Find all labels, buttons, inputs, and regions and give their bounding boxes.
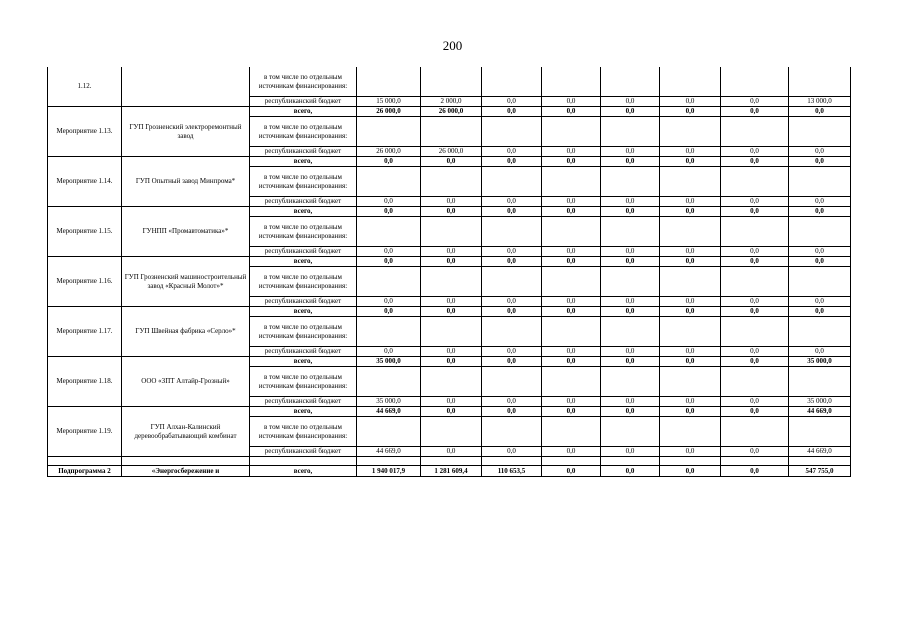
- total-label: всего,: [250, 257, 357, 267]
- source-label: в том числе по отдельным источникам финансирования:: [250, 417, 357, 447]
- value-cell: 0,0: [789, 257, 851, 267]
- value-cell: 0,0: [542, 97, 601, 107]
- value-cell: 0,0: [721, 297, 789, 307]
- empty-cell: [660, 267, 721, 297]
- empty-cell: [721, 367, 789, 397]
- table-row: [48, 407, 851, 417]
- value-cell: 0,0: [421, 207, 482, 217]
- budget-table: [47, 67, 851, 477]
- table-row: [48, 207, 851, 217]
- value-cell: 0,0: [421, 407, 482, 417]
- value-cell: 0,0: [660, 466, 721, 477]
- value-cell: 0,0: [482, 357, 542, 367]
- value-cell: 0,0: [660, 107, 721, 117]
- republic-label: республиканский бюджет: [250, 197, 357, 207]
- value-cell: 0,0: [601, 397, 660, 407]
- value-cell: 0,0: [721, 157, 789, 167]
- value-cell: 0,0: [660, 247, 721, 257]
- value-cell: 0,0: [482, 247, 542, 257]
- value-cell: 110 653,5: [482, 466, 542, 477]
- value-cell: 0,0: [721, 466, 789, 477]
- empty-cell: [601, 117, 660, 147]
- value-cell: 0,0: [542, 297, 601, 307]
- republic-label: республиканский бюджет: [250, 147, 357, 157]
- republic-label: республиканский бюджет: [250, 397, 357, 407]
- value-cell: 0,0: [789, 247, 851, 257]
- empty-cell: [482, 317, 542, 347]
- value-cell: 0,0: [721, 347, 789, 357]
- value-cell: 0,0: [721, 207, 789, 217]
- value-cell: 0,0: [789, 107, 851, 117]
- value-cell: 0,0: [721, 257, 789, 267]
- table-body: [48, 67, 851, 477]
- empty-cell: [421, 417, 482, 447]
- value-cell: 0,0: [482, 257, 542, 267]
- value-cell: 0,0: [601, 307, 660, 317]
- value-cell: 0,0: [482, 397, 542, 407]
- value-cell: 0,0: [601, 207, 660, 217]
- value-cell: 0,0: [542, 347, 601, 357]
- value-cell: 0,0: [601, 197, 660, 207]
- republic-label: республиканский бюджет: [250, 97, 357, 107]
- value-cell: 0,0: [660, 407, 721, 417]
- empty-cell: [789, 167, 851, 197]
- empty-cell: [789, 217, 851, 247]
- republic-label: республиканский бюджет: [250, 347, 357, 357]
- empty-cell: [601, 417, 660, 447]
- value-cell: 0,0: [542, 197, 601, 207]
- value-cell: 0,0: [542, 257, 601, 267]
- value-cell: 0,0: [721, 197, 789, 207]
- value-cell: 0,0: [721, 307, 789, 317]
- empty-cell: [357, 367, 421, 397]
- source-label: в том числе по отдельным источникам финансирования:: [250, 267, 357, 297]
- value-cell: 0,0: [357, 257, 421, 267]
- value-cell: 0,0: [421, 257, 482, 267]
- value-cell: 0,0: [482, 297, 542, 307]
- value-cell: 0,0: [421, 297, 482, 307]
- empty-cell: [601, 317, 660, 347]
- value-cell: 0,0: [421, 347, 482, 357]
- value-cell: 0,0: [721, 147, 789, 157]
- empty-cell: [721, 267, 789, 297]
- empty-cell: [789, 117, 851, 147]
- value-cell: 0,0: [721, 397, 789, 407]
- empty-cell: [482, 217, 542, 247]
- source-label: в том числе по отдельным источникам финансирования:: [250, 67, 357, 97]
- value-cell: 44 669,0: [357, 447, 421, 457]
- empty-cell: [482, 457, 542, 466]
- empty-cell: [601, 167, 660, 197]
- value-cell: 0,0: [660, 207, 721, 217]
- value-cell: 0,0: [601, 347, 660, 357]
- empty-cell: [660, 317, 721, 347]
- value-cell: 15 000,0: [357, 97, 421, 107]
- value-cell: 0,0: [601, 247, 660, 257]
- source-label: в том числе по отдельным источникам финансирования:: [250, 117, 357, 147]
- source-label: в том числе по отдельным источникам финансирования:: [250, 167, 357, 197]
- value-cell: 0,0: [542, 157, 601, 167]
- value-cell: 26 000,0: [421, 107, 482, 117]
- total-label: всего,: [250, 207, 357, 217]
- value-cell: 0,0: [482, 407, 542, 417]
- page-number: 200: [442, 38, 463, 53]
- empty-cell: [721, 457, 789, 466]
- value-cell: 0,0: [542, 247, 601, 257]
- empty-cell: [482, 417, 542, 447]
- value-cell: 0,0: [542, 307, 601, 317]
- value-cell: 0,0: [660, 147, 721, 157]
- value-cell: 0,0: [601, 447, 660, 457]
- table-row: [48, 307, 851, 317]
- empty-cell: [789, 417, 851, 447]
- value-cell: 0,0: [482, 157, 542, 167]
- value-cell: 1 940 017,9: [357, 466, 421, 477]
- empty-cell: [789, 457, 851, 466]
- executor-cell: ООО «ЗПТ Алтайр-Грозный»: [122, 357, 250, 407]
- executor-cell: ГУП Швейная фабрика «Серло»*: [122, 307, 250, 357]
- value-cell: 0,0: [789, 307, 851, 317]
- empty-cell: [357, 167, 421, 197]
- empty-cell: [482, 367, 542, 397]
- value-cell: 0,0: [601, 407, 660, 417]
- empty-cell: [250, 457, 357, 466]
- value-cell: 0,0: [601, 157, 660, 167]
- value-cell: 0,0: [482, 347, 542, 357]
- empty-cell: [357, 217, 421, 247]
- value-cell: 0,0: [721, 107, 789, 117]
- empty-cell: [421, 167, 482, 197]
- total-label: всего,: [250, 307, 357, 317]
- value-cell: 0,0: [482, 107, 542, 117]
- empty-cell: [48, 457, 122, 466]
- value-cell: 0,0: [660, 97, 721, 107]
- empty-cell: [122, 457, 250, 466]
- empty-cell: [542, 317, 601, 347]
- value-cell: 44 669,0: [789, 407, 851, 417]
- value-cell: 0,0: [601, 107, 660, 117]
- empty-cell: [421, 317, 482, 347]
- source-label: в том числе по отдельным источникам финансирования:: [250, 367, 357, 397]
- value-cell: 0,0: [542, 357, 601, 367]
- empty-cell: [601, 367, 660, 397]
- empty-cell: [482, 117, 542, 147]
- value-cell: 0,0: [601, 147, 660, 157]
- value-cell: 0,0: [482, 307, 542, 317]
- value-cell: 0,0: [660, 307, 721, 317]
- table-row: [48, 107, 851, 117]
- empty-cell: [660, 167, 721, 197]
- value-cell: 0,0: [660, 347, 721, 357]
- measure-title: Мероприятие 1.18.: [48, 357, 122, 407]
- value-cell: 0,0: [789, 297, 851, 307]
- table-row: [48, 257, 851, 267]
- value-cell: 0,0: [542, 107, 601, 117]
- empty-cell: [721, 417, 789, 447]
- value-cell: 0,0: [482, 97, 542, 107]
- value-cell: 0,0: [660, 357, 721, 367]
- empty-cell: [660, 457, 721, 466]
- empty-cell: [660, 417, 721, 447]
- value-cell: 0,0: [660, 297, 721, 307]
- value-cell: 0,0: [482, 207, 542, 217]
- value-cell: 0,0: [721, 97, 789, 107]
- value-cell: 0,0: [601, 466, 660, 477]
- value-cell: 44 669,0: [357, 407, 421, 417]
- empty-cell: [357, 417, 421, 447]
- value-cell: 0,0: [789, 347, 851, 357]
- empty-cell: [357, 317, 421, 347]
- value-cell: 0,0: [357, 197, 421, 207]
- value-cell: 0,0: [357, 157, 421, 167]
- empty-cell: [421, 267, 482, 297]
- value-cell: 0,0: [357, 307, 421, 317]
- value-cell: 0,0: [721, 447, 789, 457]
- empty-cell: [542, 117, 601, 147]
- value-cell: 0,0: [542, 407, 601, 417]
- value-cell: 26 000,0: [357, 147, 421, 157]
- value-cell: 0,0: [421, 397, 482, 407]
- empty-cell: [789, 267, 851, 297]
- value-cell: 0,0: [542, 397, 601, 407]
- empty-cell: [542, 267, 601, 297]
- measure-title: Мероприятие 1.16.: [48, 257, 122, 307]
- empty-cell: [542, 417, 601, 447]
- source-label: в том числе по отдельным источникам финансирования:: [250, 317, 357, 347]
- value-cell: 0,0: [789, 207, 851, 217]
- empty-cell: [357, 267, 421, 297]
- value-cell: 13 000,0: [789, 97, 851, 107]
- empty-cell: [421, 367, 482, 397]
- republic-label: республиканский бюджет: [250, 247, 357, 257]
- empty-cell: [542, 367, 601, 397]
- executor-cell: ГУП Грозненский машиностроительный завод «Красный Молот»*: [122, 257, 250, 307]
- value-cell: 35 000,0: [357, 357, 421, 367]
- value-cell: 44 669,0: [789, 447, 851, 457]
- value-cell: 2 000,0: [421, 97, 482, 107]
- empty-cell: [482, 267, 542, 297]
- value-cell: 547 755,0: [789, 466, 851, 477]
- empty-cell: [601, 267, 660, 297]
- value-cell: 0,0: [601, 257, 660, 267]
- value-cell: 0,0: [482, 147, 542, 157]
- measure-title: Мероприятие 1.15.: [48, 207, 122, 257]
- value-cell: 0,0: [542, 447, 601, 457]
- empty-cell: [721, 217, 789, 247]
- value-cell: 0,0: [601, 357, 660, 367]
- measure-title: Мероприятие 1.19.: [48, 407, 122, 457]
- value-cell: 0,0: [542, 207, 601, 217]
- empty-cell: [357, 117, 421, 147]
- executor-cell: ГУНПП «Промавтоматика»*: [122, 207, 250, 257]
- value-cell: 0,0: [357, 297, 421, 307]
- value-cell: 0,0: [357, 347, 421, 357]
- table-row: [48, 457, 851, 466]
- empty-cell: [789, 317, 851, 347]
- republic-label: республиканский бюджет: [250, 447, 357, 457]
- measure-title: Мероприятие 1.17.: [48, 307, 122, 357]
- value-cell: 0,0: [721, 247, 789, 257]
- value-cell: 0,0: [357, 207, 421, 217]
- value-cell: 0,0: [660, 447, 721, 457]
- value-cell: 0,0: [601, 297, 660, 307]
- empty-cell: [421, 117, 482, 147]
- source-label: в том числе по отдельным источникам финансирования:: [250, 217, 357, 247]
- value-cell: 26 000,0: [421, 147, 482, 157]
- value-cell: 0,0: [789, 157, 851, 167]
- value-cell: 26 000,0: [357, 107, 421, 117]
- executor-cell: ГУП Опытный завод Минпрома*: [122, 157, 250, 207]
- measure-title: Мероприятие 1.14.: [48, 157, 122, 207]
- value-cell: 0,0: [421, 447, 482, 457]
- measure-title: 1.12.: [48, 67, 122, 107]
- value-cell: 0,0: [482, 447, 542, 457]
- empty-cell: [482, 167, 542, 197]
- empty-cell: [601, 457, 660, 466]
- total-label: всего,: [250, 407, 357, 417]
- value-cell: 0,0: [421, 157, 482, 167]
- empty-cell: [542, 457, 601, 466]
- value-cell: 0,0: [421, 307, 482, 317]
- empty-cell: [357, 457, 421, 466]
- empty-cell: [721, 317, 789, 347]
- value-cell: 0,0: [789, 147, 851, 157]
- value-cell: 0,0: [482, 197, 542, 207]
- value-cell: 0,0: [660, 197, 721, 207]
- subprogram-title: Подпрограмма 2: [48, 466, 122, 477]
- value-cell: 0,0: [789, 197, 851, 207]
- value-cell: 0,0: [421, 247, 482, 257]
- empty-cell: [721, 117, 789, 147]
- total-label: всего,: [250, 466, 357, 477]
- table-row: [48, 67, 851, 97]
- empty-cell: [789, 367, 851, 397]
- value-cell: 35 000,0: [789, 357, 851, 367]
- value-cell: 0,0: [542, 466, 601, 477]
- empty-cell: [542, 217, 601, 247]
- empty-cell: [542, 167, 601, 197]
- value-cell: 0,0: [721, 407, 789, 417]
- total-label: всего,: [250, 107, 357, 117]
- republic-label: республиканский бюджет: [250, 297, 357, 307]
- empty-cell: [601, 217, 660, 247]
- empty-cell: [660, 367, 721, 397]
- value-cell: 0,0: [357, 247, 421, 257]
- value-cell: 35 000,0: [789, 397, 851, 407]
- value-cell: 0,0: [660, 157, 721, 167]
- value-cell: 0,0: [660, 397, 721, 407]
- value-cell: 0,0: [721, 357, 789, 367]
- empty-cell: [660, 117, 721, 147]
- value-cell: 35 000,0: [357, 397, 421, 407]
- measure-title: Мероприятие 1.13.: [48, 107, 122, 157]
- value-cell: 0,0: [421, 197, 482, 207]
- value-cell: 0,0: [601, 97, 660, 107]
- executor-cell: ГУП Алхан-Калинский деревообрабатывающий комбинат: [122, 407, 250, 457]
- total-label: всего,: [250, 157, 357, 167]
- subprogram-name: «Энергосбережение и: [122, 466, 250, 477]
- value-cell: 0,0: [542, 147, 601, 157]
- executor-cell: [122, 67, 250, 107]
- table-row: [48, 157, 851, 167]
- empty-cell: [421, 457, 482, 466]
- table-row: [48, 466, 851, 477]
- value-cell: 1 281 609,4: [421, 466, 482, 477]
- value-cell: 0,0: [660, 257, 721, 267]
- empty-cell: [660, 217, 721, 247]
- empty-cell: [421, 217, 482, 247]
- value-cell: 0,0: [421, 357, 482, 367]
- empty-cell: [721, 167, 789, 197]
- executor-cell: ГУП Грозненский электроремонтный завод: [122, 107, 250, 157]
- table-row: [48, 357, 851, 367]
- total-label: всего,: [250, 357, 357, 367]
